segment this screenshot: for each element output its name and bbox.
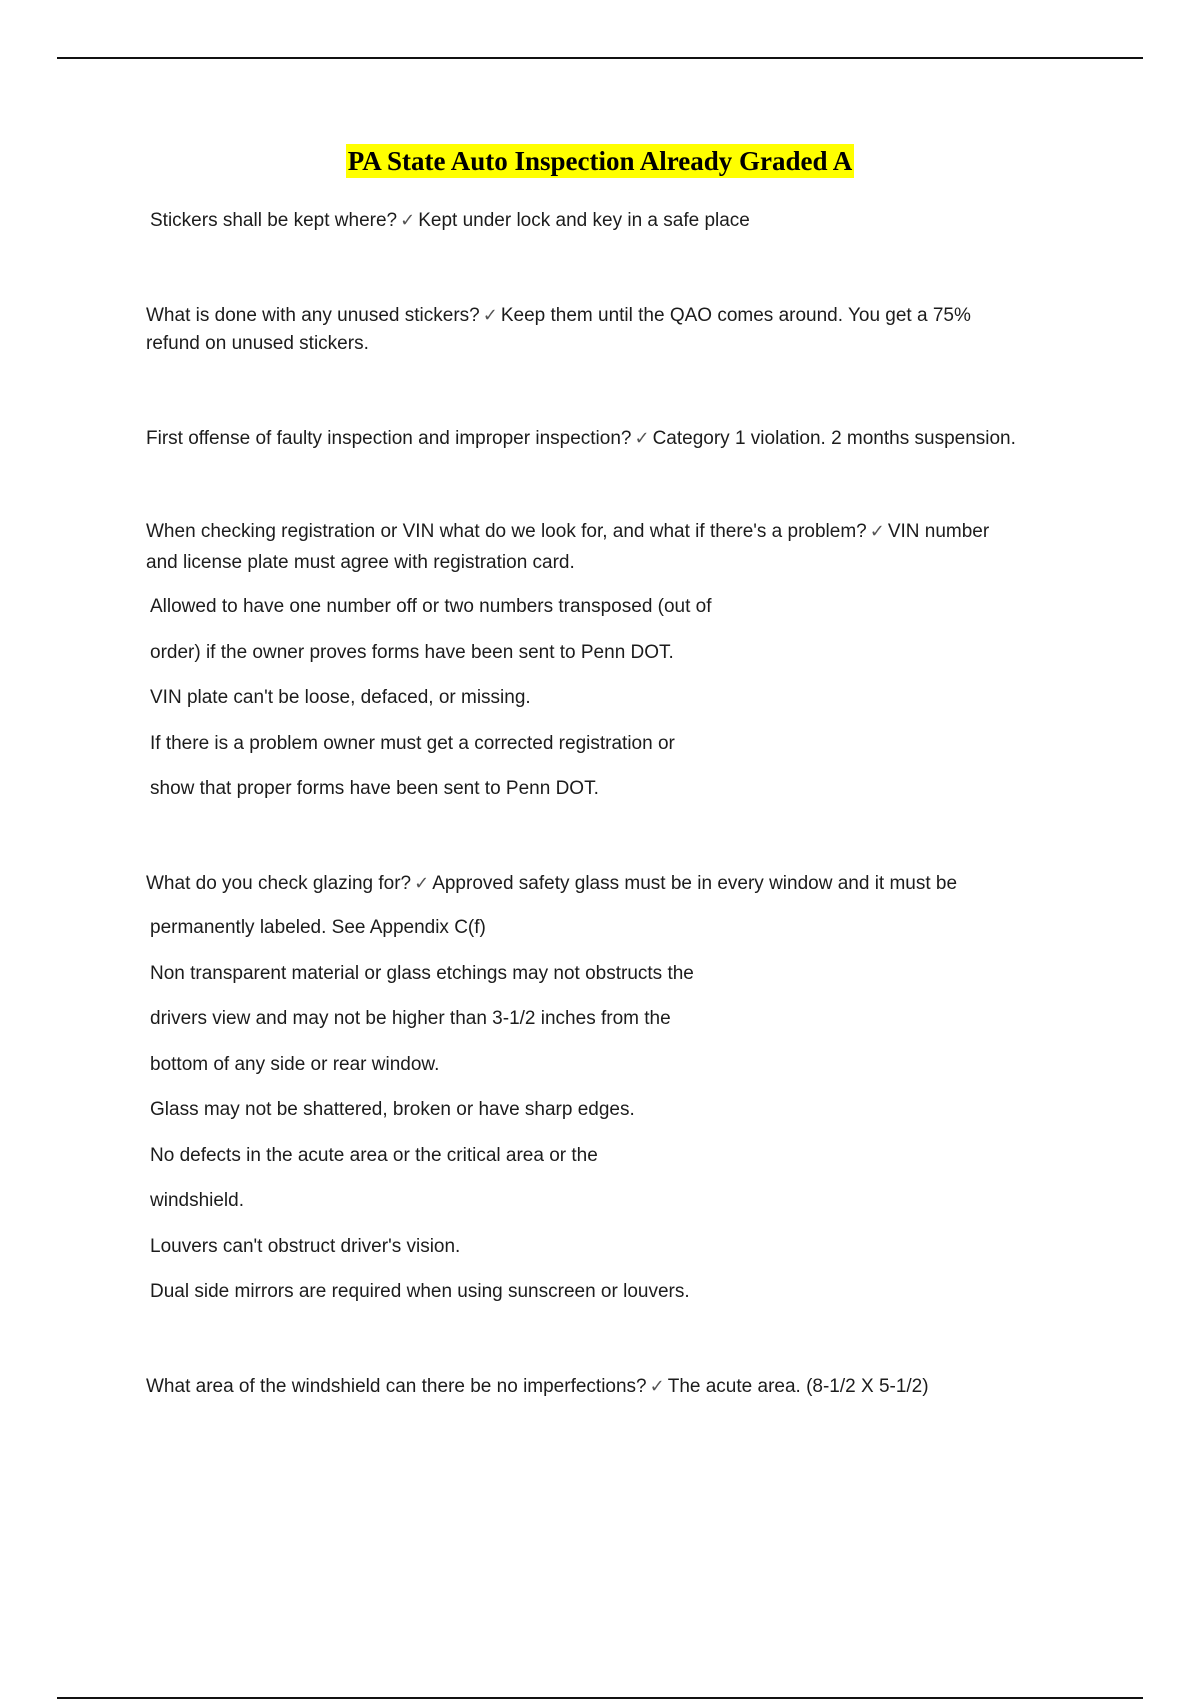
- check-mark-icon: ✓: [869, 521, 885, 542]
- check-mark-icon: ✓: [634, 428, 650, 449]
- check-mark-icon: ✓: [414, 873, 430, 894]
- qa-item-6: [146, 1373, 929, 1401]
- title-container: [0, 144, 1200, 178]
- answer-continuation: and license plate must agree with registration card.: [146, 552, 575, 573]
- detail-line: VIN plate can't be loose, defaced, or missing.: [150, 687, 531, 708]
- detail-line: Dual side mirrors are required when using sunscreen or louvers.: [150, 1281, 690, 1302]
- qa-item-3: [146, 425, 1016, 453]
- detail-line: show that proper forms have been sent to Penn DOT.: [150, 778, 599, 799]
- detail-line: order) if the owner proves forms have been sent to Penn DOT.: [150, 642, 674, 663]
- question-text: What area of the windshield can there be no imperfections?: [146, 1376, 647, 1397]
- bottom-rule: [57, 1697, 1143, 1699]
- detail-line: drivers view and may not be higher than 3-1/2 inches from the: [150, 1008, 671, 1029]
- page-title: PA State Auto Inspection Already Graded A: [347, 146, 853, 176]
- question-text: When checking registration or VIN what do we look for, and what if there's a problem?: [146, 521, 867, 542]
- detail-line: Allowed to have one number off or two numbers transposed (out of: [150, 596, 712, 617]
- answer-text: VIN number: [887, 521, 990, 542]
- question-text: What do you check glazing for?: [146, 873, 412, 894]
- top-rule: [57, 57, 1143, 59]
- answer-text: Keep them until the QAO comes around. You get a 75%: [500, 305, 971, 326]
- qa-item-1: [150, 207, 750, 235]
- qa-item-4: [146, 518, 989, 546]
- qa-item-5: [146, 870, 957, 898]
- question-text: Stickers shall be kept where?: [150, 210, 398, 231]
- detail-line: Non transparent material or glass etchings may not obstructs the: [150, 963, 694, 984]
- answer-continuation: refund on unused stickers.: [146, 333, 369, 354]
- qa-item-2: [146, 302, 971, 330]
- detail-line: windshield.: [150, 1190, 244, 1211]
- answer-text: Approved safety glass must be in every window and it must be: [432, 873, 958, 894]
- question-text: First offense of faulty inspection and improper inspection?: [146, 428, 632, 449]
- check-mark-icon: ✓: [400, 210, 416, 231]
- detail-line: If there is a problem owner must get a corrected registration or: [150, 733, 675, 754]
- answer-text: The acute area. (8-1/2 X 5-1/2): [667, 1376, 929, 1397]
- detail-line: No defects in the acute area or the critical area or the: [150, 1145, 598, 1166]
- question-text: What is done with any unused stickers?: [146, 305, 480, 326]
- check-mark-icon: ✓: [482, 305, 498, 326]
- detail-line: permanently labeled. See Appendix C(f): [150, 917, 486, 938]
- detail-line: Glass may not be shattered, broken or have sharp edges.: [150, 1099, 635, 1120]
- detail-line: Louvers can't obstruct driver's vision.: [150, 1236, 461, 1257]
- check-mark-icon: ✓: [649, 1376, 665, 1397]
- answer-text: Category 1 violation. 2 months suspension.: [652, 428, 1016, 449]
- detail-line: bottom of any side or rear window.: [150, 1054, 440, 1075]
- answer-text: Kept under lock and key in a safe place: [418, 210, 750, 231]
